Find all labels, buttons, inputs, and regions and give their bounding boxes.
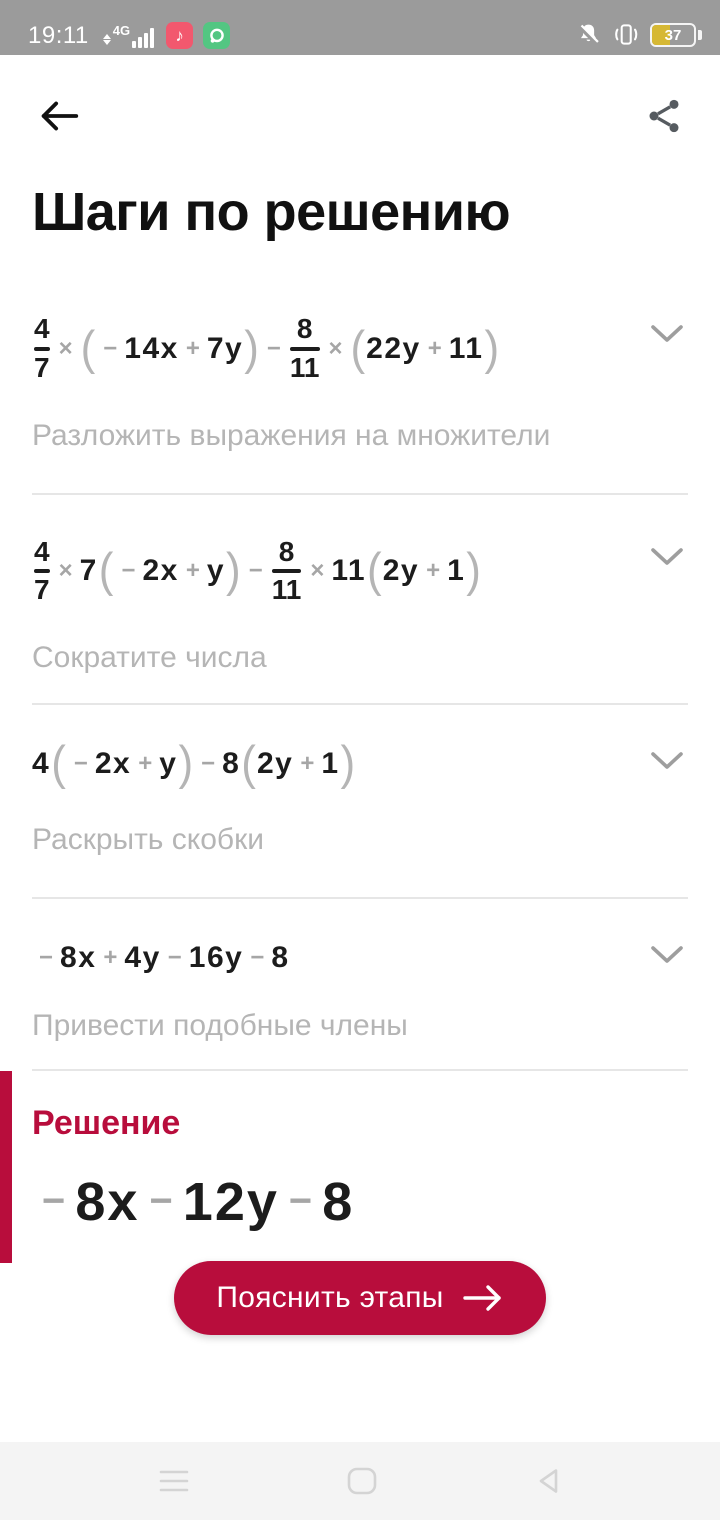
share-icon	[644, 96, 684, 136]
math-term: 8	[322, 1171, 355, 1232]
math-operator: +	[300, 750, 315, 778]
menu-icon	[158, 1468, 190, 1494]
step-expression	[32, 537, 482, 605]
math-term: 11	[448, 331, 484, 365]
math-operator: −	[39, 944, 54, 972]
math-operator: +	[185, 557, 200, 585]
back-button[interactable]	[30, 87, 88, 145]
explain-steps-button[interactable]	[174, 1261, 545, 1335]
page-title: Шаги по решению	[32, 182, 511, 242]
step-row	[32, 737, 688, 791]
solution-label: Решение	[32, 1104, 181, 1143]
math-operator: ×	[58, 557, 73, 585]
math-term: 12y	[182, 1171, 279, 1232]
status-time: 19:11	[28, 22, 89, 49]
math-term: 1	[321, 747, 340, 781]
explain-steps-label: Пояснить этапы	[216, 1280, 444, 1314]
chevron-down-icon	[650, 945, 684, 965]
math-paren: )	[466, 544, 481, 598]
expand-step-button[interactable]	[646, 316, 688, 352]
math-term: 8x	[60, 941, 97, 975]
arrow-right-icon	[462, 1283, 504, 1313]
app-header	[0, 55, 720, 145]
back-arrow-icon	[36, 93, 82, 139]
math-operator: +	[138, 750, 153, 778]
math-paren: (	[98, 544, 114, 598]
math-operator: −	[73, 750, 88, 778]
solution-step	[0, 290, 720, 494]
math-operator: ×	[328, 334, 343, 362]
math-paren: (	[51, 737, 66, 791]
chevron-down-icon	[650, 751, 684, 771]
math-paren: (	[80, 321, 96, 375]
math-operator: −	[266, 334, 281, 362]
math-term: 11	[331, 554, 367, 588]
math-paren: )	[226, 544, 241, 598]
network-arrows-icon	[103, 34, 111, 45]
back-nav-button[interactable]	[526, 1458, 570, 1504]
step-description: Сократите числа	[32, 641, 267, 675]
math-operator: −	[288, 1179, 313, 1224]
step-description: Раскрыть скобки	[32, 823, 264, 857]
network-type-label: 4G	[112, 23, 131, 38]
solution-step	[0, 705, 720, 899]
android-nav-bar	[0, 1442, 720, 1520]
math-term: 22y	[366, 331, 421, 365]
math-term: 7y	[206, 331, 244, 365]
solution-expression	[32, 1171, 688, 1233]
solution-step	[0, 495, 720, 705]
math-paren: )	[484, 321, 500, 375]
math-operator: +	[426, 557, 441, 585]
math-operator: −	[42, 1179, 66, 1224]
math-operator: −	[201, 750, 216, 778]
math-operator: −	[248, 557, 263, 585]
network-indicator	[103, 23, 156, 48]
step-expression	[32, 935, 290, 981]
math-paren: )	[178, 737, 194, 791]
math-term: 8	[271, 941, 290, 975]
math-operator: ×	[58, 334, 73, 362]
math-term: 1	[447, 554, 466, 588]
math-term: 2x	[94, 747, 132, 781]
home-button[interactable]	[338, 1459, 386, 1503]
expand-step-button[interactable]	[646, 743, 688, 779]
math-term: 16y	[188, 941, 244, 975]
math-operator: +	[185, 334, 200, 362]
signal-strength-icon	[132, 26, 156, 48]
math-term: 8x	[75, 1171, 140, 1232]
math-operator: +	[103, 944, 118, 972]
math-term: y	[206, 554, 226, 588]
math-term: 2y	[256, 747, 294, 781]
math-operator: −	[149, 1179, 173, 1224]
music-note-icon: ♪	[166, 22, 193, 49]
math-term: 7	[79, 554, 98, 588]
solution-section	[0, 1071, 720, 1334]
expand-step-button[interactable]	[646, 539, 688, 575]
step-description: Привести подобные члены	[32, 1009, 408, 1043]
math-term: 4y	[124, 941, 161, 975]
recents-button[interactable]	[150, 1460, 198, 1502]
math-operator: +	[427, 334, 442, 362]
back-triangle-icon	[534, 1466, 562, 1496]
math-operator: −	[103, 334, 118, 362]
math-operator: −	[121, 557, 136, 585]
status-bar	[0, 0, 720, 55]
battery-icon	[650, 23, 702, 47]
fraction: $\frac{8}{11}$	[271, 535, 302, 606]
math-operator: −	[250, 944, 265, 972]
math-paren: (	[367, 544, 382, 598]
solution-step	[0, 899, 720, 1071]
vibrate-mode-icon	[612, 21, 640, 48]
expand-step-button[interactable]	[646, 937, 688, 973]
messenger-ring-icon	[203, 22, 230, 49]
math-term: y	[159, 747, 178, 781]
step-row	[32, 314, 688, 382]
battery-percent: 37	[664, 26, 682, 44]
status-bar-right	[575, 21, 702, 48]
math-operator: ×	[310, 557, 325, 585]
chevron-down-icon	[650, 547, 684, 567]
step-description: Разложить выражения на множители	[32, 418, 551, 452]
fraction: $\frac{4}{7}$	[34, 535, 50, 606]
math-paren: )	[244, 321, 259, 375]
fraction: $\frac{4}{7}$	[34, 313, 50, 383]
step-row	[32, 935, 688, 981]
math-paren: (	[350, 321, 366, 375]
solution-accent-bar	[0, 1071, 12, 1263]
math-operator: −	[167, 944, 182, 972]
math-term: 14x	[124, 331, 179, 365]
math-term: 8	[222, 747, 241, 781]
math-term: 2y	[382, 554, 420, 588]
notifications-muted-icon	[575, 21, 602, 48]
step-row	[32, 537, 688, 605]
math-term: 4	[32, 747, 51, 781]
math-paren: )	[340, 737, 356, 791]
chevron-down-icon	[650, 324, 684, 344]
status-bar-left	[28, 22, 230, 48]
home-icon	[346, 1467, 378, 1495]
step-expression	[32, 314, 500, 382]
fraction: $\frac{8}{11}$	[289, 313, 320, 383]
share-button[interactable]	[638, 90, 690, 142]
steps-list	[0, 290, 720, 1071]
step-expression	[32, 737, 356, 791]
math-term: 2x	[142, 554, 179, 588]
math-paren: (	[241, 737, 256, 791]
